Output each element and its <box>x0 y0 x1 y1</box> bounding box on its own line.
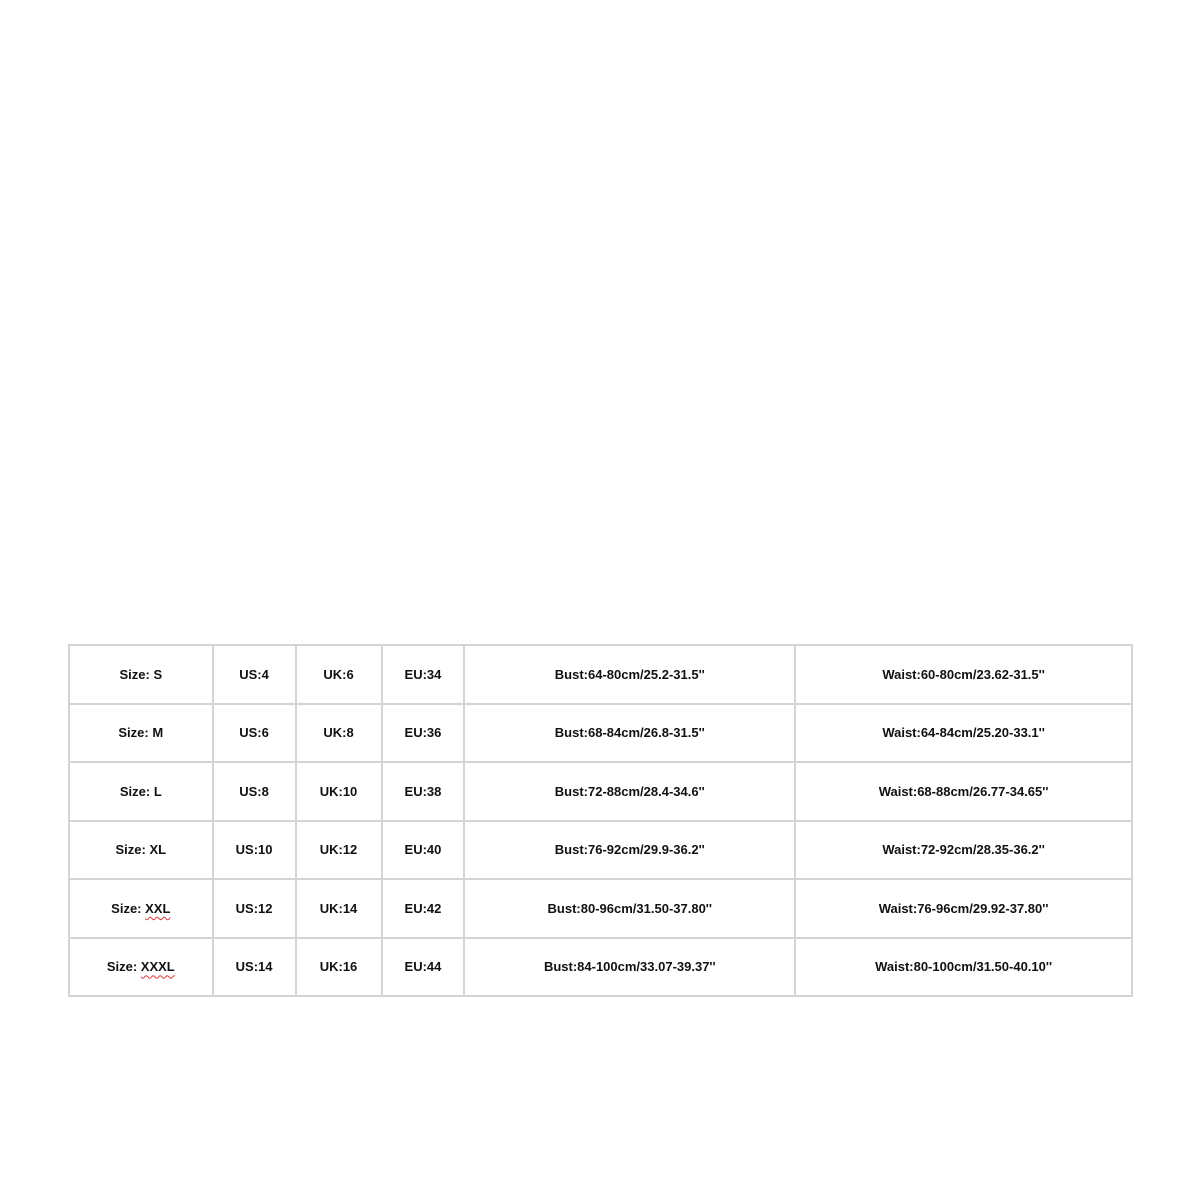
eu-size-cell: EU:34 <box>382 645 465 704</box>
uk-size-cell: UK:12 <box>296 821 382 880</box>
us-size-cell: US:12 <box>213 879 296 938</box>
size-cell: Size: XXXL <box>69 938 213 997</box>
waist-cell: Waist:64-84cm/25.20-33.1'' <box>795 704 1132 763</box>
uk-size-cell: UK:8 <box>296 704 382 763</box>
table-row <box>69 645 1132 704</box>
table-row <box>69 762 1132 821</box>
waist-cell: Waist:68-88cm/26.77-34.65'' <box>795 762 1132 821</box>
us-size-cell: US:8 <box>213 762 296 821</box>
bust-cell: Bust:64-80cm/25.2-31.5'' <box>464 645 795 704</box>
size-cell: Size: XL <box>69 821 213 880</box>
bust-cell: Bust:80-96cm/31.50-37.80'' <box>464 879 795 938</box>
us-size-cell: US:10 <box>213 821 296 880</box>
waist-cell: Waist:60-80cm/23.62-31.5'' <box>795 645 1132 704</box>
waist-cell: Waist:80-100cm/31.50-40.10'' <box>795 938 1132 997</box>
spellcheck-flagged-text: XXXL <box>140 959 175 975</box>
eu-size-cell: EU:36 <box>382 704 465 763</box>
us-size-cell: US:6 <box>213 704 296 763</box>
eu-size-cell: EU:42 <box>382 879 465 938</box>
size-cell: Size: S <box>69 645 213 704</box>
bust-cell: Bust:76-92cm/29.9-36.2'' <box>464 821 795 880</box>
spellcheck-flagged-text: XXL <box>145 900 171 916</box>
uk-size-cell: UK:16 <box>296 938 382 997</box>
uk-size-cell: UK:6 <box>296 645 382 704</box>
size-cell: Size: XXL <box>69 879 213 938</box>
table-row <box>69 938 1132 997</box>
eu-size-cell: EU:40 <box>382 821 465 880</box>
bust-cell: Bust:68-84cm/26.8-31.5'' <box>464 704 795 763</box>
waist-cell: Waist:72-92cm/28.35-36.2'' <box>795 821 1132 880</box>
size-cell: Size: M <box>69 704 213 763</box>
us-size-cell: US:14 <box>213 938 296 997</box>
size-chart-table <box>68 644 1133 997</box>
table-row <box>69 704 1132 763</box>
uk-size-cell: UK:10 <box>296 762 382 821</box>
eu-size-cell: EU:38 <box>382 762 465 821</box>
waist-cell: Waist:76-96cm/29.92-37.80'' <box>795 879 1132 938</box>
eu-size-cell: EU:44 <box>382 938 465 997</box>
bust-cell: Bust:72-88cm/28.4-34.6'' <box>464 762 795 821</box>
bust-cell: Bust:84-100cm/33.07-39.37'' <box>464 938 795 997</box>
us-size-cell: US:4 <box>213 645 296 704</box>
table-row <box>69 879 1132 938</box>
size-cell: Size: L <box>69 762 213 821</box>
uk-size-cell: UK:14 <box>296 879 382 938</box>
table-row <box>69 821 1132 880</box>
